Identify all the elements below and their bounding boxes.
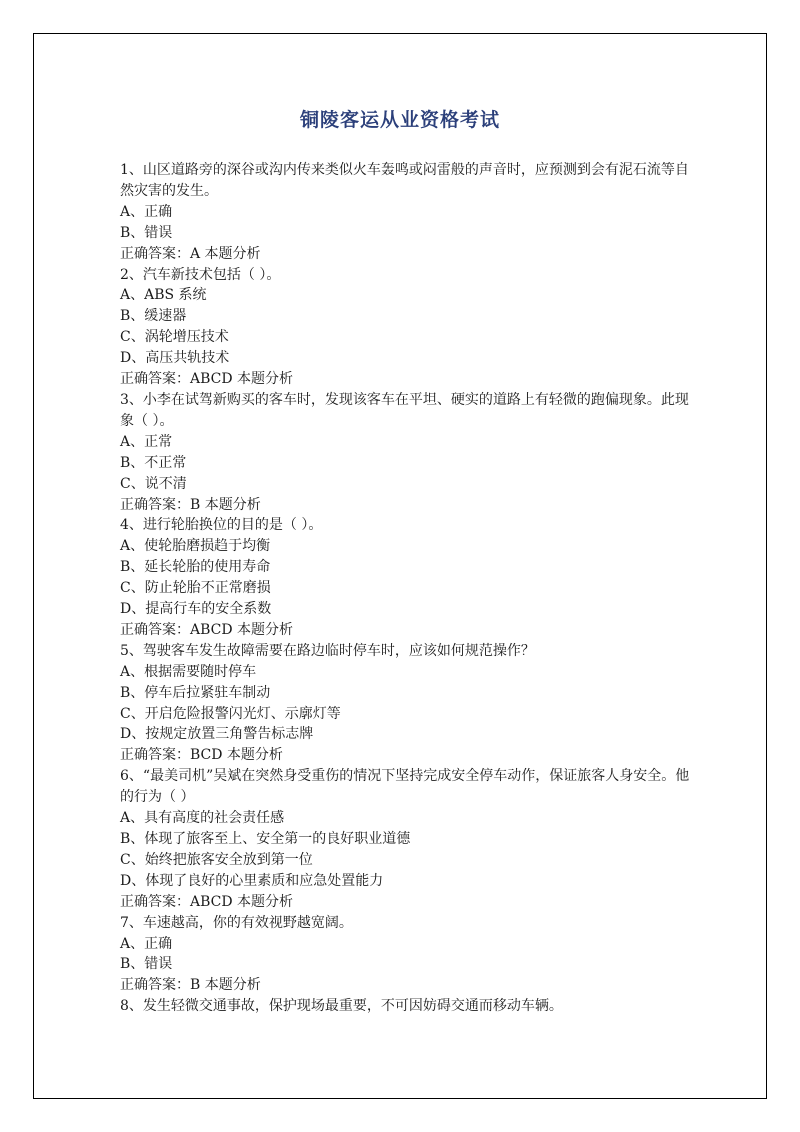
- answer-option: A、正确: [120, 935, 173, 952]
- answer-option: D、提高行车的安全系数: [120, 601, 272, 618]
- answer-option: D、体现了良好的心里素质和应急处置能力: [120, 872, 384, 889]
- question-stem: 3、小李在试驾新购买的客车时，发现该客车在平坦、硬实的道路上有轻微的跑偏现象。此现象（ ）。: [120, 391, 689, 429]
- question-block: [120, 913, 690, 997]
- answer-option: C、涡轮增压技术: [120, 329, 229, 346]
- answer-option: B、不正常: [120, 454, 187, 471]
- answer-option: B、缓速器: [120, 308, 187, 325]
- question-block: [120, 390, 690, 515]
- answer-option: C、说不清: [120, 475, 187, 492]
- question-block: [120, 160, 690, 265]
- answer-option: B、错误: [120, 224, 173, 241]
- correct-answer: 正确答案：B 本题分析: [120, 496, 261, 513]
- answer-option: C、始终把旅客安全放到第一位: [120, 851, 313, 868]
- answer-option: C、防止轮胎不正常磨损: [120, 580, 271, 597]
- question-stem: 8、发生轻微交通事故，保护现场最重要，不可因妨碍交通而移动车辆。: [120, 998, 563, 1015]
- answer-option: B、体现了旅客至上、安全第一的良好职业道德: [120, 831, 411, 847]
- question-list: [120, 160, 690, 1017]
- document-title: 铜陵客运从业资格考试: [299, 109, 500, 131]
- question-stem: 2、汽车新技术包括（ ）。: [120, 266, 281, 283]
- question-stem: 1、山区道路旁的深谷或沟内传来类似火车轰鸣或闷雷般的声音时，应预测到会有泥石流等自然灾害的发生。: [120, 162, 689, 199]
- answer-option: A、ABS 系统: [120, 287, 207, 304]
- question-stem: 4、进行轮胎换位的目的是（ ）。: [120, 517, 323, 534]
- answer-option: C、开启危险报警闪光灯、示廓灯等: [120, 705, 341, 722]
- correct-answer: 正确答案：B 本题分析: [120, 977, 261, 994]
- answer-option: A、正常: [120, 433, 173, 450]
- answer-option: B、延长轮胎的使用寿命: [120, 559, 271, 576]
- question-stem: 5、驾驶客车发生故障需要在路边临时停车时，应该如何规范操作？: [120, 642, 535, 659]
- question-stem: 6、“最美司机”吴斌在突然身受重伤的情况下坚持完成安全停车动作，保证旅客人身安全。他的行为（ ）: [120, 768, 690, 806]
- question-block: [120, 766, 690, 912]
- correct-answer: 正确答案：ABCD 本题分析: [120, 621, 294, 638]
- question-block: [120, 515, 690, 640]
- answer-option: A、具有高度的社会责任感: [120, 810, 285, 827]
- correct-answer: 正确答案：ABCD 本题分析: [120, 371, 294, 388]
- correct-answer: 正确答案：A 本题分析: [120, 245, 261, 262]
- answer-option: A、根据需要随时停车: [120, 663, 257, 680]
- question-block: [120, 265, 690, 390]
- answer-option: A、使轮胎磨损趋于均衡: [120, 538, 271, 555]
- correct-answer: 正确答案：BCD 本题分析: [120, 747, 283, 764]
- question-block: [120, 641, 690, 766]
- answer-option: D、高压共轨技术: [120, 350, 230, 367]
- question-stem: 7、车速越高，你的有效视野越宽阔。: [120, 914, 353, 931]
- question-block: [120, 996, 690, 1017]
- correct-answer: 正确答案：ABCD 本题分析: [120, 893, 294, 910]
- answer-option: B、停车后拉紧驻车制动: [120, 684, 271, 701]
- answer-option: A、正确: [120, 203, 173, 220]
- answer-option: D、按规定放置三角警告标志牌: [120, 726, 314, 743]
- answer-option: B、错误: [120, 956, 173, 973]
